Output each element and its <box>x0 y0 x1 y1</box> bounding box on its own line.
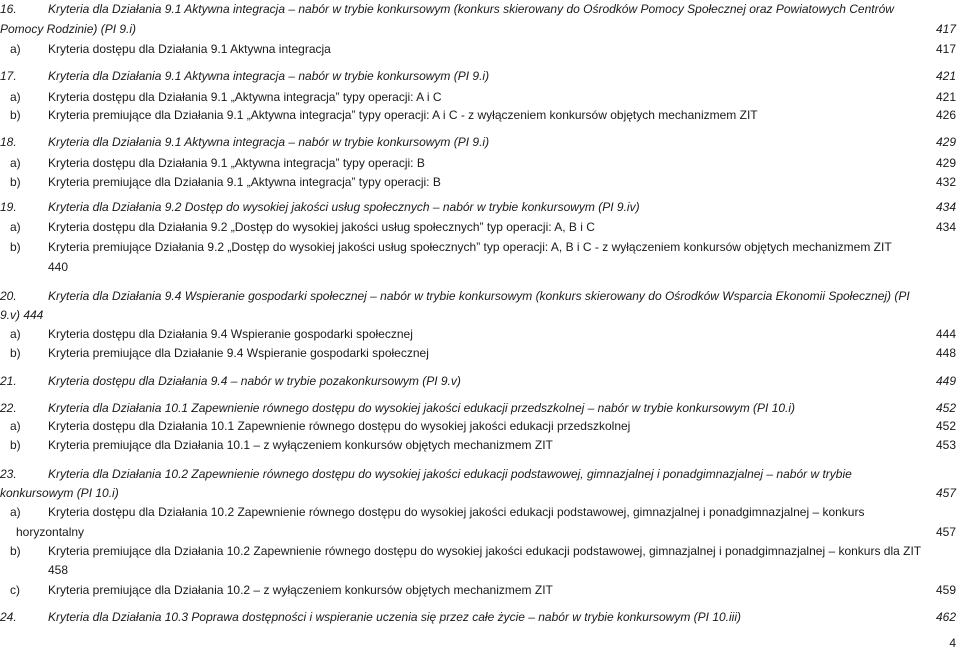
toc-subentry[interactable] <box>0 417 960 435</box>
toc-subentry-title: Kryteria dostępu dla Działania 9.1 „Aktywna integracja” typy operacji: B <box>48 156 425 170</box>
toc-entry-number: 23. <box>0 467 17 481</box>
toc-page-number: 444 <box>935 327 956 341</box>
toc-page-number: 421 <box>935 69 956 83</box>
toc-subentry-letter: a) <box>10 90 21 104</box>
toc-subentry-title: Kryteria premiujące dla Działania 10.1 – z wyłączeniem konkursów objętych mechanizmem ZIT <box>48 438 553 452</box>
toc-page-number: 448 <box>935 346 956 360</box>
toc-entry-title: Pomocy Rodzinie) (PI 9.i) <box>0 22 137 36</box>
toc-subentry[interactable] <box>0 173 960 191</box>
toc-page-number: 440 <box>48 260 69 274</box>
toc-entry-title: Kryteria dla Działania 10.1 Zapewnienie równego dostępu do wysokiej jakości edukacji przedszkolnej – nabór w trybie konkursowym (PI 10.i) <box>48 401 796 415</box>
toc-subentry-title: Kryteria premiujące dla Działania 9.1 „Aktywna integracja” typy operacji: A i C - z wyłączeniem konkursów objętych mechanizmem ZIT <box>48 108 758 122</box>
toc-subentry-continuation[interactable] <box>0 523 960 541</box>
toc-subentry-title: Kryteria dostępu dla Działania 9.1 „Aktywna integracja” typy operacji: A i C <box>48 90 442 104</box>
toc-subentry[interactable] <box>0 325 960 343</box>
toc-entry-title: 9.v) 444 <box>0 308 44 322</box>
toc-entry-title: Kryteria dla Działania 10.2 Zapewnienie równego dostępu do wysokiej jakości edukacji podstawowej, gimnazjalnej i ponadgimnazjalnej – nabór w trybie <box>48 467 852 481</box>
toc-page-number: 421 <box>935 90 956 104</box>
toc-subentry[interactable] <box>0 542 960 560</box>
toc-entry-title: konkursowym (PI 10.i) <box>0 486 119 500</box>
toc-entry-number: 16. <box>0 2 17 16</box>
toc-entry[interactable] <box>0 287 960 305</box>
toc-entry-number: 24. <box>0 610 17 624</box>
page-number: 4 <box>949 636 956 650</box>
toc-subentry-title: Kryteria premiujące Działania 9.2 „Dostęp do wysokiej jakości usług społecznych” typ operacji: A, B i C - z wyłączeniem konkursów objętych mechanizmem ZIT <box>48 240 892 254</box>
toc-page-number: 417 <box>935 22 956 36</box>
toc-subentry-title: Kryteria dostępu dla Działania 10.2 Zapewnienie równego dostępu do wysokiej jakości edukacji podstawowej, gimnazjalnej i ponadgimnazjalnej – konkurs <box>48 505 865 519</box>
toc-subentry-title: Kryteria premiujące dla Działanie 9.4 Wspieranie gospodarki społecznej <box>48 346 429 360</box>
toc-entry-title: Kryteria dostępu dla Działania 9.4 – nabór w trybie pozakonkursowym (PI 9.v) <box>48 374 461 388</box>
toc-subentry-letter: a) <box>10 327 21 341</box>
toc-entry-title: Kryteria dla Działania 9.4 Wspieranie gospodarki społecznej – nabór w trybie konkursowym (konkurs skierowany do Ośrodków Wsparcia Ekonomii Społecznej) (PI <box>48 289 910 303</box>
toc-subentry-continuation[interactable] <box>0 561 960 579</box>
toc-entry-title: Kryteria dla Działania 9.2 Dostęp do wysokiej jakości usług społecznych – nabór w trybie konkursowym (PI 9.iv) <box>48 200 640 214</box>
toc-entry-title: Kryteria dla Działania 9.1 Aktywna integracja – nabór w trybie konkursowym (PI 9.i) <box>48 69 490 83</box>
toc-subentry-title: Kryteria premiujące dla Działania 9.1 „Aktywna integracja” typy operacji: B <box>48 175 441 189</box>
toc-entry[interactable] <box>0 133 960 151</box>
toc-page-number: 417 <box>935 42 956 56</box>
toc-subentry-title: Kryteria dostępu dla Działania 9.2 „Dostęp do wysokiej jakości usług społecznych” typ operacji: A, B i C <box>48 220 595 234</box>
toc-entry[interactable] <box>0 608 960 626</box>
toc-page-number: 458 <box>48 563 69 577</box>
toc-page-number: 434 <box>935 200 956 214</box>
toc-subentry-letter: b) <box>10 346 21 360</box>
toc-subentry-title: Kryteria premiujące dla Działania 10.2 Zapewnienie równego dostępu do wysokiej jakości edukacji podstawowej, gimnazjalnej i ponadgimnazjalnej – konkurs dla ZIT <box>48 544 922 558</box>
toc-page-number: 452 <box>935 401 956 415</box>
toc-subentry-letter: b) <box>10 108 21 122</box>
toc-entry-number: 20. <box>0 289 17 303</box>
toc-subentry-letter: a) <box>10 505 21 519</box>
toc-subentry-letter: c) <box>10 583 20 597</box>
toc-subentry[interactable] <box>0 106 960 124</box>
toc-subentry-letter: b) <box>10 544 21 558</box>
toc-entry-title: Kryteria dla Działania 10.3 Poprawa dostępności i wspieranie uczenia się przez całe życie – nabór w trybie konkursowym (PI 10.iii) <box>48 610 741 624</box>
toc-subentry[interactable] <box>0 218 960 236</box>
toc-entry-number: 17. <box>0 69 17 83</box>
toc-page-number: 434 <box>935 220 956 234</box>
toc-entry-title: Kryteria dla Działania 9.1 Aktywna integracja – nabór w trybie konkursowym (PI 9.i) <box>48 135 490 149</box>
toc-subentry-title: Kryteria premiujące dla Działania 10.2 – z wyłączeniem konkursów objętych mechanizmem ZIT <box>48 583 553 597</box>
toc-page-number: 457 <box>935 525 956 539</box>
toc-subentry[interactable] <box>0 238 960 256</box>
toc-subentry-title: horyzontalny <box>16 525 85 539</box>
toc-subentry-continuation[interactable] <box>0 258 960 276</box>
toc-subentry-letter: a) <box>10 156 21 170</box>
toc-entry-title: Kryteria dla Działania 9.1 Aktywna integracja – nabór w trybie konkursowym (konkurs skierowany do Ośrodków Pomocy Społecznej oraz Powiatowych Centrów <box>48 2 894 16</box>
toc-subentry-letter: b) <box>10 240 21 254</box>
toc-subentry[interactable] <box>0 581 960 599</box>
toc-subentry-letter: a) <box>10 42 21 56</box>
toc-entry-number: 21. <box>0 374 17 388</box>
toc-subentry[interactable] <box>0 436 960 454</box>
toc-subentry[interactable] <box>0 88 960 106</box>
toc-page-number: 432 <box>935 175 956 189</box>
toc-page-number: 452 <box>935 419 956 433</box>
toc-page-number: 429 <box>935 135 956 149</box>
toc-subentry-letter: a) <box>10 220 21 234</box>
toc-subentry-letter: a) <box>10 419 21 433</box>
toc-page-number: 462 <box>935 610 956 624</box>
toc-entry-continuation[interactable] <box>0 484 960 502</box>
toc-entry[interactable] <box>0 372 960 390</box>
toc-entry[interactable] <box>0 198 960 216</box>
toc-page-number: 426 <box>935 108 956 122</box>
toc-subentry[interactable] <box>0 503 960 521</box>
toc-page-number: 459 <box>935 583 956 597</box>
toc-page-number: 429 <box>935 156 956 170</box>
toc-page-number: 453 <box>935 438 956 452</box>
toc-subentry-title: Kryteria dostępu dla Działania 10.1 Zapewnienie równego dostępu do wysokiej jakości edukacji przedszkolnej <box>48 419 631 433</box>
toc-subentry[interactable] <box>0 344 960 362</box>
toc-entry[interactable] <box>0 67 960 85</box>
toc-entry-continuation[interactable] <box>0 20 960 38</box>
toc-page-number: 457 <box>935 486 956 500</box>
toc-entry-number: 22. <box>0 401 17 415</box>
toc-entry-number: 19. <box>0 200 17 214</box>
toc-subentry-letter: b) <box>10 438 21 452</box>
toc-entry[interactable] <box>0 465 960 483</box>
toc-entry-continuation[interactable] <box>0 306 960 324</box>
toc-subentry[interactable] <box>0 40 960 58</box>
toc-subentry-letter: b) <box>10 175 21 189</box>
toc-subentry[interactable] <box>0 154 960 172</box>
toc-page-number: 449 <box>935 374 956 388</box>
toc-entry[interactable] <box>0 399 960 417</box>
toc-entry[interactable] <box>0 0 960 18</box>
toc-subentry-title: Kryteria dostępu dla Działania 9.1 Aktywna integracja <box>48 42 331 56</box>
toc-subentry-title: Kryteria dostępu dla Działania 9.4 Wspieranie gospodarki społecznej <box>48 327 413 341</box>
toc-entry-number: 18. <box>0 135 17 149</box>
